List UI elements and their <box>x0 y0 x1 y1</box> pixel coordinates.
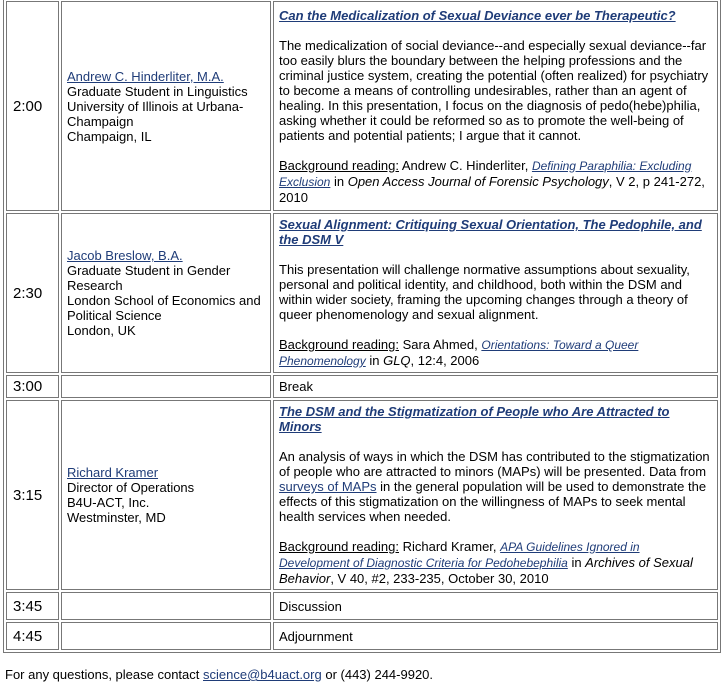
table-row <box>6 400 718 590</box>
bg-rest: , V 40, #2, 233-235, October 30, 2010 <box>330 571 549 586</box>
bg-link[interactable]: APA Guidelines Ignored in Development of Diagnostic Criteria for Pedohebephilia <box>279 540 640 570</box>
speaker-position: Graduate Student in Linguistics <box>67 83 248 99</box>
abstract-text: in the general population will be used to demonstrate the effects of this stigmatization on the willingness of MAPs to seek mental health services when needed. <box>279 479 707 524</box>
bg-label: Background reading: <box>279 539 399 554</box>
footer-phone: or (443) 244-9920. <box>321 667 434 682</box>
bg-rest: , 12:4, 2006 <box>410 353 480 368</box>
event-label: Discussion <box>273 592 718 620</box>
time-cell: 3:15 <box>6 400 59 590</box>
bg-label: Background reading: <box>279 157 399 173</box>
speaker-cell <box>61 400 271 590</box>
bg-author: Richard Kramer, <box>398 539 501 554</box>
talk-title-link[interactable]: Sexual Alignment: Critiquing Sexual Orientation, The Pedophile, and the DSM V <box>279 217 702 247</box>
speaker-location: London, UK <box>67 323 136 338</box>
talk-cell <box>273 400 718 590</box>
bg-journal: GLQ <box>383 353 411 368</box>
speaker-position: Graduate Student in Gender Research <box>67 263 231 293</box>
talk-abstract <box>279 449 712 524</box>
bg-in: in <box>365 353 384 368</box>
bg-label: Background reading: <box>279 337 399 352</box>
bg-link[interactable]: Defining Paraphilia: Excluding Exclusion <box>279 158 692 189</box>
bg-link[interactable]: Orientations: Toward a Queer Phenomenology <box>279 338 639 368</box>
speaker-link[interactable]: Jacob Breslow, B.A. <box>67 248 183 263</box>
time-cell: 3:45 <box>6 592 59 620</box>
speaker-cell-empty <box>61 622 271 650</box>
email-link[interactable]: science@b4uact.org <box>203 667 322 682</box>
background-reading <box>279 539 712 586</box>
footer-text: For any questions, please contact <box>5 667 204 682</box>
talk-title-link[interactable]: Can the Medicalization of Sexual Deviance ever be Therapeutic? <box>279 7 676 23</box>
speaker-cell-empty <box>61 375 271 398</box>
speaker-location: Westminster, MD <box>67 510 166 525</box>
background-reading <box>279 158 712 205</box>
talk-title-link[interactable]: The DSM and the Stigmatization of People who Are Attracted to Minors <box>279 404 670 434</box>
speaker-cell-empty <box>61 592 271 620</box>
talk-cell <box>273 1 718 211</box>
contact-footer <box>5 667 433 682</box>
table-row <box>6 622 718 650</box>
bg-in: in <box>330 173 348 189</box>
table-row <box>6 213 718 373</box>
bg-author: Andrew C. Hinderliter, <box>398 157 532 173</box>
time-cell: 4:45 <box>6 622 59 650</box>
bg-rest: , V 2, p 241-272, 2010 <box>279 173 705 205</box>
talk-cell <box>273 213 718 373</box>
event-label: Adjournment <box>273 622 718 650</box>
bg-journal: Archives of Sexual Behavior <box>279 555 693 586</box>
speaker-affiliation: University of Illinois at Urbana-Champaign <box>67 98 244 129</box>
event-label: Break <box>273 375 718 398</box>
speaker-affiliation: B4U-ACT, Inc. <box>67 495 150 510</box>
surveys-link[interactable]: surveys of MAPs <box>279 479 377 494</box>
table-row <box>6 375 718 398</box>
speaker-cell <box>61 213 271 373</box>
time-cell: 3:00 <box>6 375 59 398</box>
time-cell: 2:30 <box>6 213 59 373</box>
talk-abstract: The medicalization of social deviance--and especially sexual deviance--far too easily blurs the boundary between the helping professions and the criminal justice system, creating the potential (often realized) for psychiatry to become a means of controlling undesirables, rather than an agent of healing. In this presentation, I focus on the diagnosis of pedo(hebe)philia, asking whether it could be reformed so as to promote the well-being of patients and potential patients; I argue that it cannot. <box>279 37 709 143</box>
schedule-table <box>3 0 721 653</box>
talk-abstract: This presentation will challenge normative assumptions about sexuality, personal and political identity, and childhood, both within the DSM and within wider society, framing the upcoming changes through a theory of queer phenomenology and sexual alignment. <box>279 262 690 322</box>
speaker-link[interactable]: Richard Kramer <box>67 465 159 480</box>
background-reading <box>279 337 712 369</box>
bg-author: Sara Ahmed, <box>398 337 482 352</box>
bg-in: in <box>567 555 586 570</box>
table-row <box>6 592 718 620</box>
speaker-location: Champaign, IL <box>67 128 152 144</box>
speaker-link[interactable]: Andrew C. Hinderliter, M.A. <box>67 68 224 84</box>
table-row <box>6 1 718 211</box>
abstract-text: An analysis of ways in which the DSM has contributed to the stigmatization of people who are attracted to minors (MAPs) will be presented. Data from <box>279 449 710 479</box>
bg-journal: Open Access Journal of Forensic Psychology <box>347 173 609 189</box>
time-cell: 2:00 <box>6 1 59 211</box>
speaker-cell <box>61 1 271 211</box>
speaker-position: Director of Operations <box>67 480 195 495</box>
speaker-affiliation: London School of Economics and Political Science <box>67 293 261 323</box>
